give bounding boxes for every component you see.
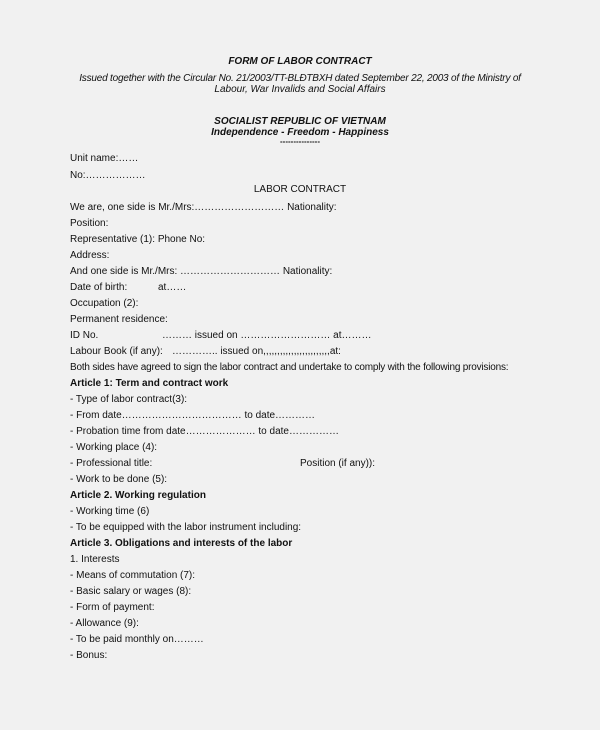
article-1-title: Article 1: Term and contract work [70, 378, 229, 389]
republic-heading: SOCIALIST REPUBLIC OF VIETNAM [214, 116, 386, 127]
article-3-paid-monthly: - To be paid monthly on……… [70, 634, 204, 645]
document-number: No:……………… [70, 170, 146, 181]
party-b-occupation: Occupation (2): [70, 298, 139, 309]
article-1-probation: - Probation time from date………………… to date…………… [70, 426, 339, 437]
party-b-labour-book-issued: ………….. issued on,,,,,,,,,,,,,,,,,,,,,,,,at: [172, 346, 341, 357]
party-b-labour-book-label: Labour Book (if any): [70, 346, 163, 357]
unit-name: Unit name:…… [70, 153, 139, 164]
article-3-basic-salary: - Basic salary or wages (8): [70, 586, 192, 597]
article-3-payment-form: - Form of payment: [70, 602, 155, 613]
header-rule: --------------- [280, 137, 320, 146]
article-2-working-time: - Working time (6) [70, 506, 150, 517]
article-1-position: Position (if any)): [300, 458, 376, 469]
article-1-from-date: - From date……………………………… to date………… [70, 410, 316, 421]
article-1-work-to-be-done: - Work to be done (5): [70, 474, 168, 485]
party-b-dob-label: Date of birth: [70, 282, 128, 293]
issued-note-line1: Issued together with the Circular No. 21/2003/TT-BLĐTBXH dated September 22, 2003 of the Ministry of [79, 73, 521, 84]
party-b-dob-at: at…… [158, 282, 187, 293]
party-b-name: And one side is Mr./Mrs: ………………………… Nationality: [70, 266, 333, 277]
contract-title: LABOR CONTRACT [253, 184, 347, 195]
article-1-contract-type: - Type of labor contract(3): [70, 394, 188, 405]
issued-note-line2: Labour, War Invalids and Social Affairs [214, 84, 386, 95]
article-3-allowance: - Allowance (9): [70, 618, 139, 629]
article-3-bonus: - Bonus: [70, 650, 108, 661]
article-3-title: Article 3. Obligations and interests of the labor [70, 538, 293, 549]
party-b-residence: Permanent residence: [70, 314, 168, 325]
party-b-id-issued: ……… issued on ……………………… at……… [162, 330, 372, 341]
motto: Independence - Freedom - Happiness [211, 127, 389, 138]
form-title: FORM OF LABOR CONTRACT [228, 56, 372, 67]
article-1-professional-title: - Professional title: [70, 458, 153, 469]
party-a-representative: Representative (1): Phone No: [70, 234, 206, 245]
article-2-title: Article 2. Working regulation [70, 490, 206, 501]
party-b-id-label: ID No. [70, 330, 99, 341]
article-3-interests: 1. Interests [70, 554, 120, 565]
agreement-statement: Both sides have agreed to sign the labor contract and undertake to comply with the following provisions: [70, 362, 509, 373]
article-3-commutation: - Means of commutation (7): [70, 570, 196, 581]
party-a-position: Position: [70, 218, 109, 229]
party-a-name: We are, one side is Mr./Mrs:……………………… Nationality: [70, 202, 337, 213]
party-a-address: Address: [70, 250, 110, 261]
article-2-equipment: - To be equipped with the labor instrument including: [70, 522, 302, 533]
article-1-working-place: - Working place (4): [70, 442, 158, 453]
